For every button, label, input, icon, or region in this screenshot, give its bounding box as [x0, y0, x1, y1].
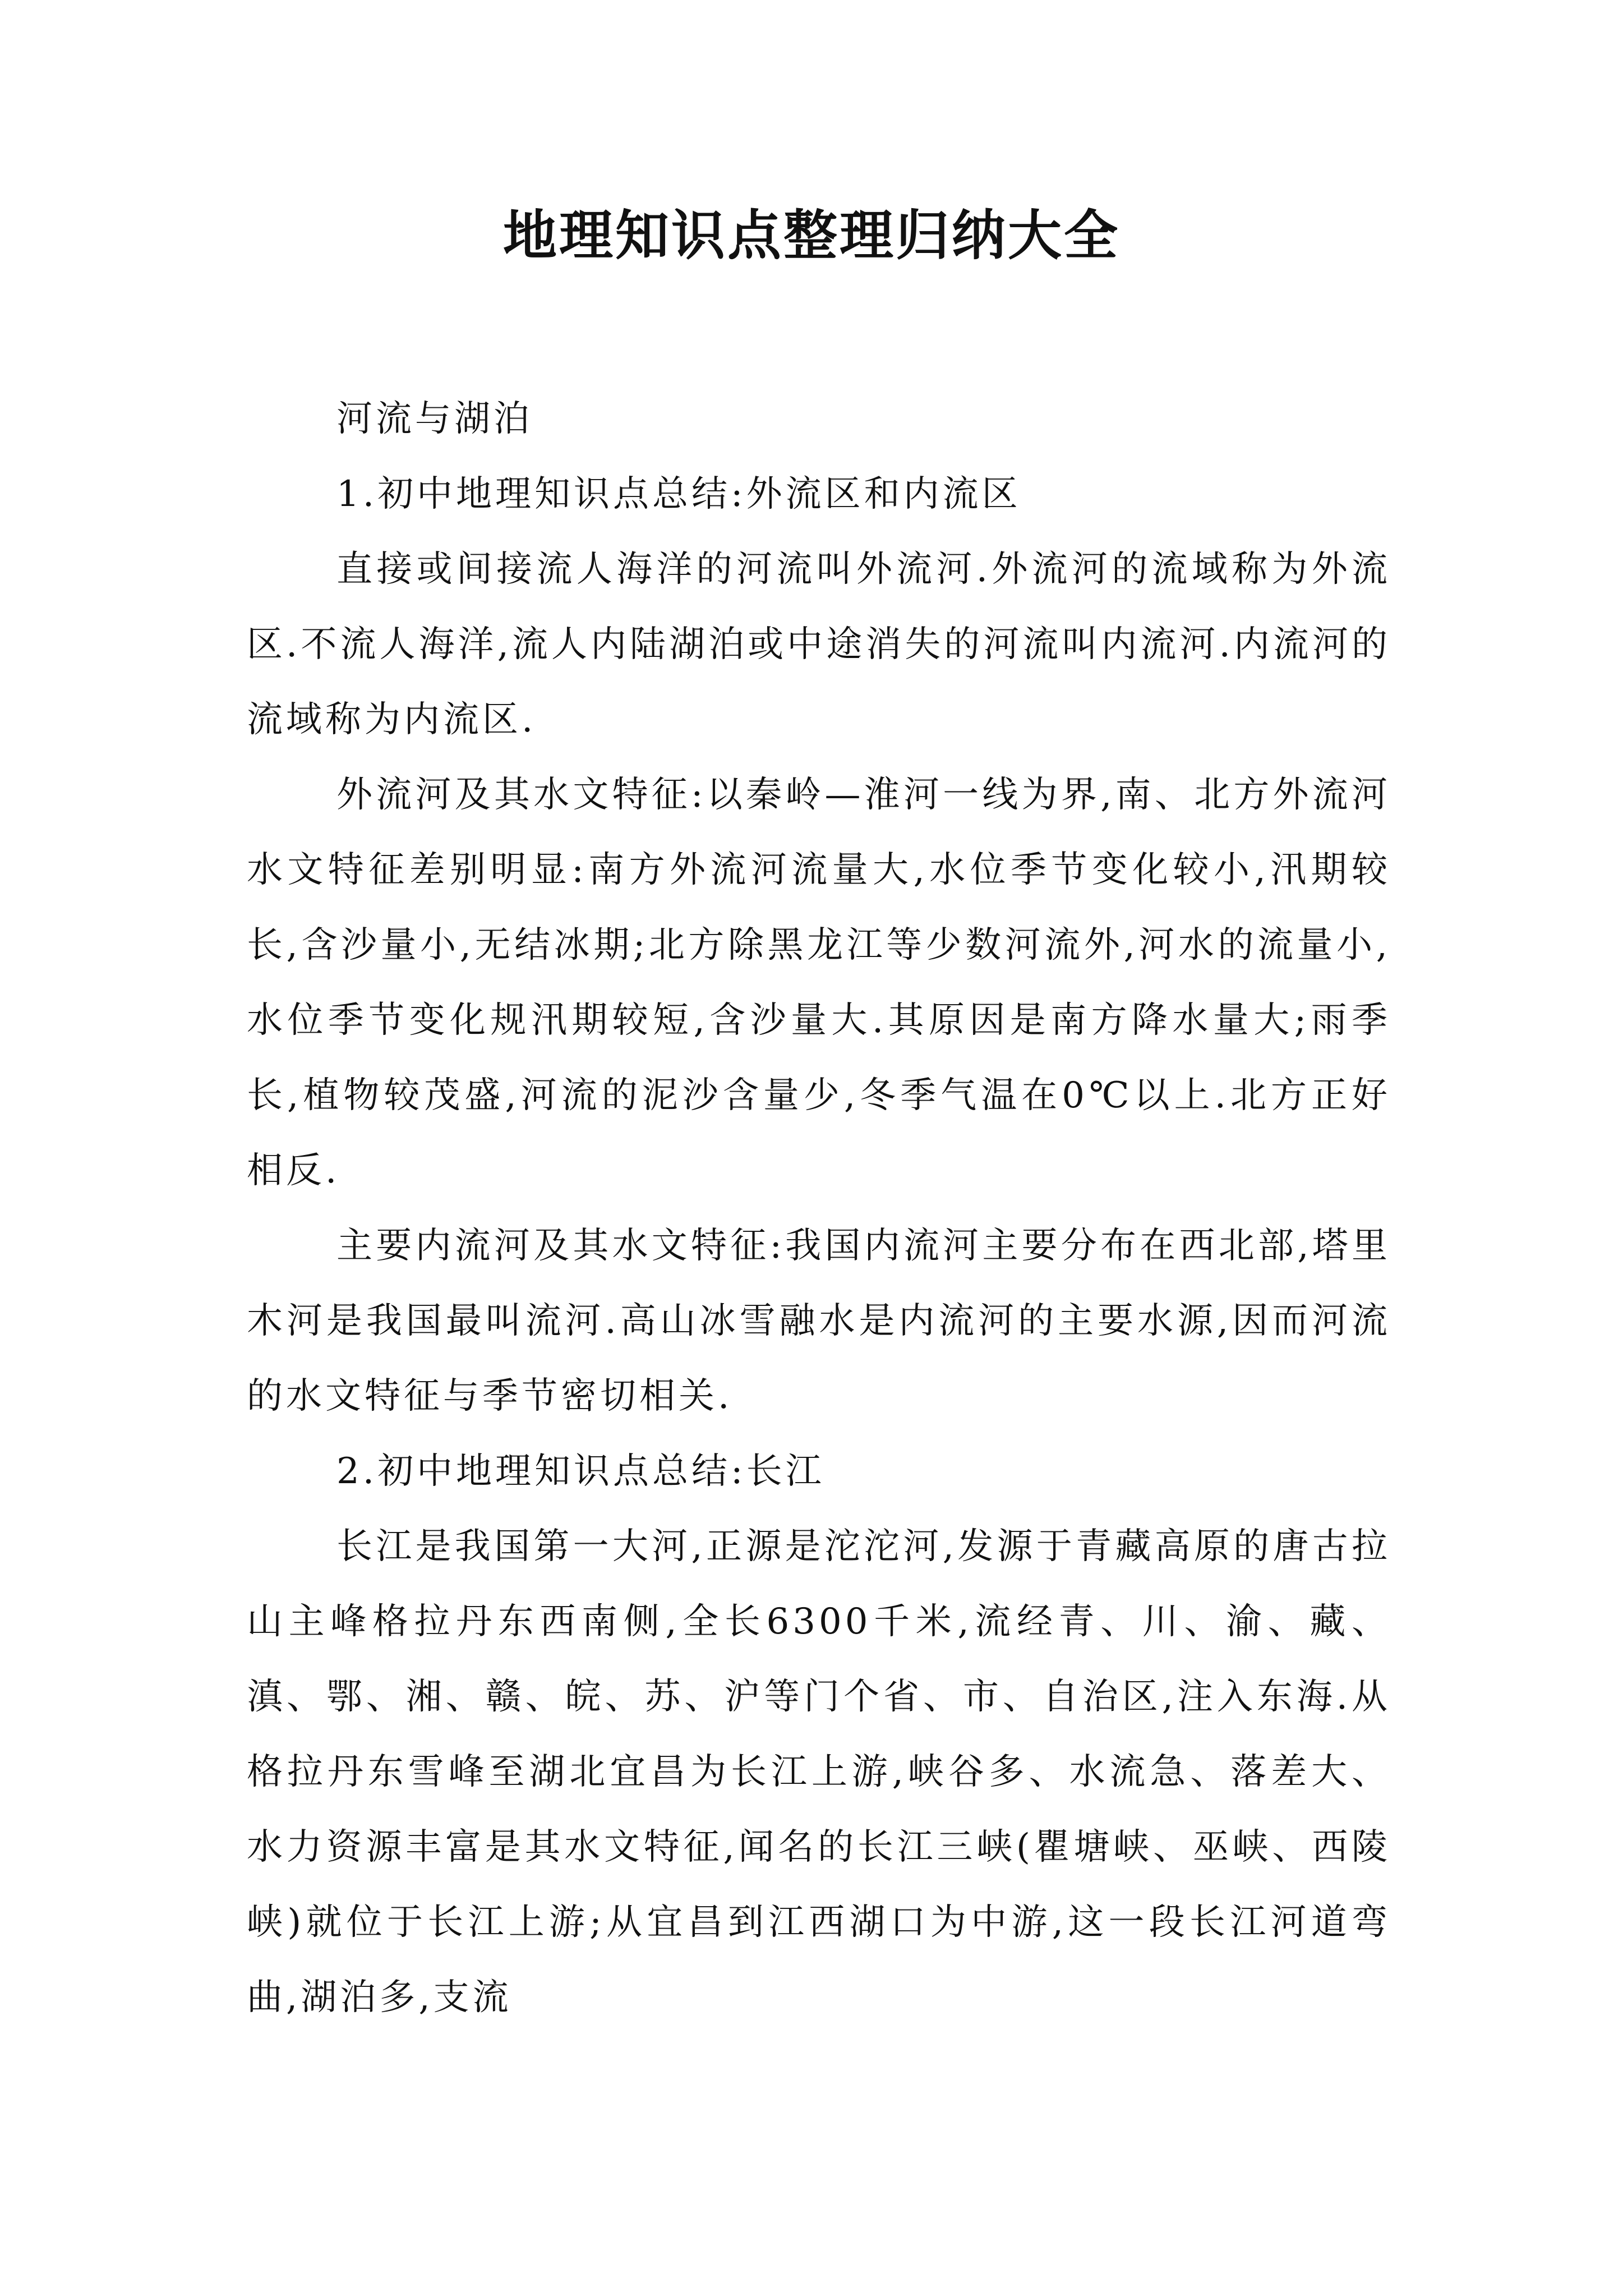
paragraph-yangtze: 长江是我国第一大河,正源是沱沱河,发源于青藏高原的唐古拉山主峰格拉丹东西南侧,全长6300千米,流经青、川、渝、藏、滇、鄂、湘、赣、皖、苏、沪等门个省、市、自治区,注入东海.从格拉丹东雪峰至湖北宜昌为长江上游,峡谷多、水流急、落差大、水力资源丰富是其水文特征,闻名的长江三峡(瞿塘峡、巫峡、西陵峡)就位于长江上游;从宜昌到江西湖口为中游,这一段长江河道弯曲,湖泊多,支流 — [247, 1526, 1391, 2018]
paragraph-endorheic-rivers: 主要内流河及其水文特征:我国内流河主要分布在西北部,塔里木河是我国最叫流河.高山冰雪融水是内流河的主要水源,因而河流的水文特征与季节密切相关. — [247, 1225, 1391, 1417]
section-heading-rivers-lakes: 河流与湖泊 — [336, 398, 533, 440]
paragraph-exorheic-rivers: 外流河及其水文特征:以秦岭—淮河一线为界,南、北方外流河水文特征差别明显:南方外流河流量大,水位季节变化较小,汛期较长,含沙量小,无结冰期;北方除黑龙江等少数河流外,河水的流量小,水位季节变化规汛期较短,含沙量大.其原因是南方降水量大;雨季长,植物较茂盛,河流的泥沙含量少,冬季气温在0℃以上.北方正好相反. — [247, 774, 1391, 1191]
paragraph-definition: 直接或间接流人海洋的河流叫外流河.外流河的流域称为外流区.不流人海洋,流人内陆湖泊或中途消失的河流叫内流河.内流河的流域称为内流区. — [247, 549, 1391, 740]
subheading-drainage-areas: 1.初中地理知识点总结:外流区和内流区 — [336, 473, 1021, 515]
subheading-yangtze: 2.初中地理知识点总结:长江 — [336, 1451, 825, 1492]
document-title: 地理知识点整理归纳大全 — [503, 204, 1120, 267]
document-body — [247, 381, 1391, 2035]
